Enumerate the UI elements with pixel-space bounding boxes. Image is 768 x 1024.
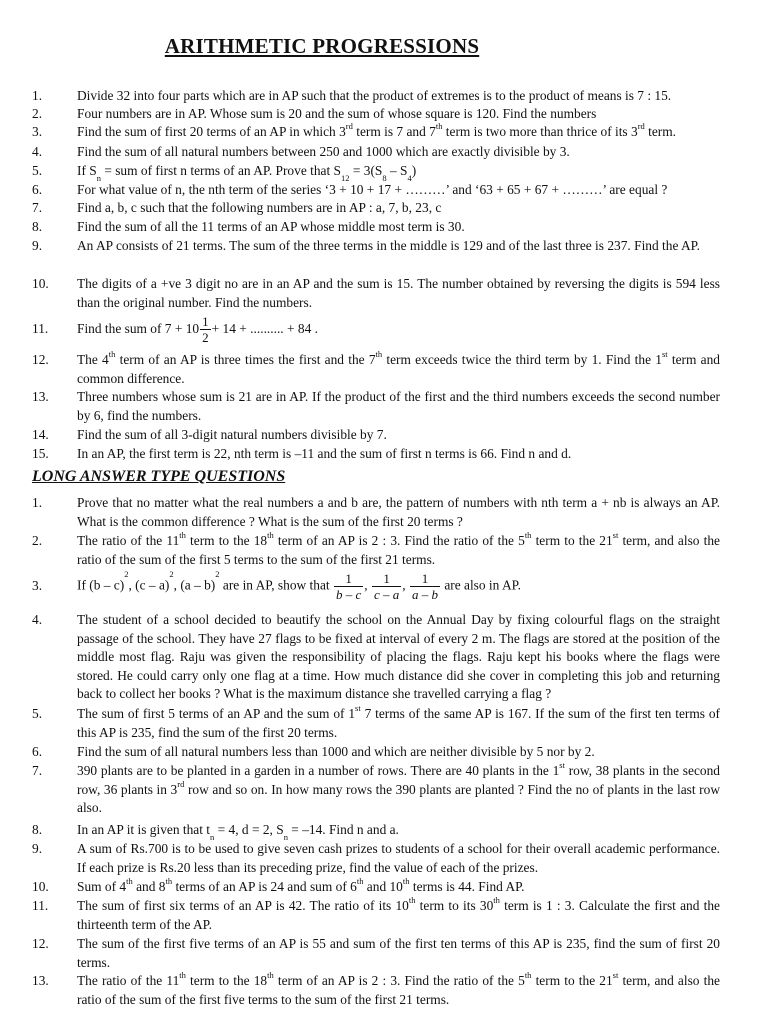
fraction: $\frac{1}{2}$	[202, 314, 209, 345]
long-question-item: 5. The sum of first 5 terms of an AP and the sum of 1st 7 terms of the same AP is 167. If the sum of the first ten terms of this AP is 235, find the sum of the first 20 terms.	[32, 703, 720, 740]
long-question-item: 10. Sum of 4th and 8th terms of an AP is 24 and sum of 6th and 10th terms is 44. Find AP.	[32, 876, 525, 894]
question-item: 9. An AP consists of 21 terms. The sum of the three terms in the middle is 129 and of the last three is 237. Find the AP.	[32, 238, 700, 253]
question-item: 4. Find the sum of all natural numbers between 250 and 1000 which are exactly divisible by 3.	[32, 144, 570, 159]
fraction: $\frac{1}{b - c}$	[335, 571, 362, 602]
long-question-item: 1. Prove that no matter what the real numbers a and b are, the pattern of numbers with nth term a + nb is always an AP. What is the common difference ? What is the sum of the first 20 terms ?	[32, 495, 720, 529]
question-item: 7. Find a, b, c such that the following numbers are in AP : a, 7, b, 23, c	[32, 200, 442, 215]
question-item: 11. Find the sum of 7 + 10 $\frac{1}{2}$ + 14 + .......... + 84 .	[32, 314, 318, 345]
long-question-item: 4. The student of a school decided to beautify the school on the Annual Day by fixing colourful flags on the straight passage of the school. They have 27 flags to be fixed at interval of every 2 m. The flags are stored at the position of the middle most flag. Raju was given the responsibility of placing the flags. Raju kept his books where the flags were stored. He could carry only one flag at a time. How much distance did she cover in completing this job and returning back to collect her books ? What is the maximum distance she travelled carrying a flag ?	[32, 612, 720, 702]
long-question-item: 8. In an AP it is given that $t_n = 4$, d = 2, $S_n = -14$. Find n and a.	[32, 822, 399, 842]
question-item: 15. In an AP, the first term is 22, nth term is –11 and the sum of first n terms is 66. Find n and d.	[32, 446, 572, 461]
question-item: 8. Find the sum of all the 11 terms of an AP whose middle most term is 30.	[32, 219, 465, 234]
question-item: 1. Divide 32 into four parts which are in AP such that the product of extremes is to the product of means is 7 : 15.	[32, 88, 672, 103]
question-item: 13. Three numbers whose sum is 21 are in AP. If the product of the first and the third numbers exceeds the second number by 6, find the numbers.	[32, 389, 720, 423]
long-question-item: 3. If (b – c)$^2$, (c – a)$^2$, (a – b)$^2$ are in AP, show that $\frac{1}{b - c}$ , $\frac{1}{c - a}$ , $\frac{1}{a - b}$ are also in AP.	[32, 569, 521, 602]
question-item: 6. For what value of n, the nth term of the series ‘3 + 10 + 17 + ………’ and ‘63 + 65 + 67 + ………’ are equal ?	[32, 182, 668, 197]
math-expression: 7 + 10 $\frac{1}{2}$ + 14 + .......... + 84 .	[164, 314, 318, 345]
question-item: 3. Find the sum of first 20 terms of an AP in which 3rd term is 7 and 7th term is two more than thrice of its 3rd term.	[32, 121, 677, 139]
page-title: ARITHMETIC PROGRESSIONS	[164, 34, 480, 58]
long-question-item: 13. The ratio of the 11th term to the 18th term of an AP is 2 : 3. Find the ratio of the 5th term to the 21st term, and also the ratio of the sum of the first five terms to the sum of the first 21 terms.	[32, 970, 720, 1007]
question-item: 2. Four numbers are in AP. Whose sum is 20 and the sum of whose square is 120. Find the numbers	[32, 106, 597, 121]
long-question-item: 9. A sum of Rs.700 is to be used to give seven cash prizes to students of a school for their overall academic performance. If each prize is Rs.20 less than its preceding prize, find the value of each of the prizes.	[32, 841, 720, 875]
fraction: $\frac{1}{c - a}$	[373, 571, 400, 602]
long-question-item: 12. The sum of the first five terms of an AP is 55 and sum of the first ten terms of this AP is 235, find the sum of first 20 terms.	[32, 936, 720, 970]
question-item: 12. The 4th term of an AP is three times the first and the 7th term exceeds twice the third term by 1. Find the 1st term and common difference.	[32, 349, 720, 386]
question-item: 10. The digits of a +ve 3 digit no are in an AP and the sum is 15. The number obtained by reversing the digits is 594 less than the original number. Find the numbers.	[32, 276, 720, 310]
question-item: 14. Find the sum of all 3-digit natural numbers divisible by 7.	[32, 427, 387, 442]
long-question-item: 2. The ratio of the 11th term to the 18th term of an AP is 2 : 3. Find the ratio of the 5th term to the 21st term, and also the ratio of the sum of the first 5 terms to the sum of the first 21 terms.	[32, 530, 720, 567]
long-question-item: 11. The sum of first six terms of an AP is 42. The ratio of its 10th term to its 30th term is 1 : 3. Calculate the first and the thirteenth term of the AP.	[32, 895, 720, 932]
question-item: 5. If $S_n$ = sum of first n terms of an AP. Prove that $S_{12} = 3(S_8 - S_4)$	[32, 163, 417, 183]
long-question-item: 7. 390 plants are to be planted in a garden in a number of rows. There are 40 plants in the 1st row, 38 plants in the second row, 36 plants in 3rd row and so on. In how many rows the 390 plants are planted ? Find the no of plants in the last row also.	[32, 760, 721, 816]
section-heading: LONG ANSWER TYPE QUESTIONS	[32, 468, 286, 485]
long-question-item: 6. Find the sum of all natural numbers less than 1000 and which are neither divisible by 5 nor by 2.	[32, 744, 595, 759]
fraction: $\frac{1}{a - b}$	[411, 571, 438, 602]
